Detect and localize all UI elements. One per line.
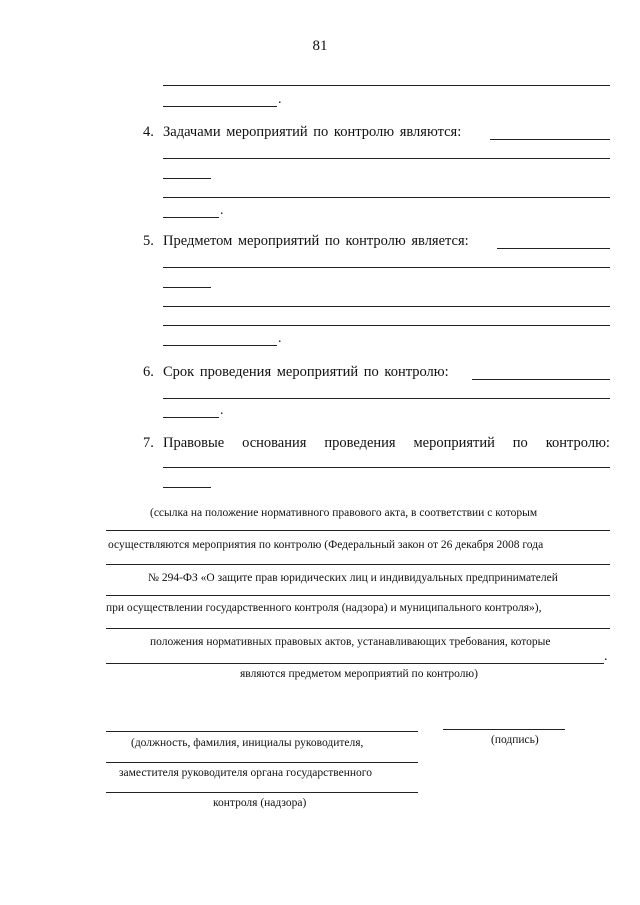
note-line: (ссылка на положение нормативного правового акта, в соответствии с которым (150, 507, 538, 519)
item-7-word: проведения (324, 435, 396, 451)
fill-line (163, 487, 211, 488)
official-fill-line (106, 792, 418, 793)
note-line: осуществляются мероприятия по контролю (Федеральный закон от 26 декабря 2008 года (108, 539, 544, 551)
fill-line (497, 248, 610, 249)
end-period: . (604, 649, 608, 664)
item-5-number: 5. (143, 233, 154, 249)
end-period: . (278, 331, 282, 346)
item-5-text: Предметом мероприятий по контролю является: (163, 233, 469, 249)
fill-line (106, 530, 610, 531)
fill-line (163, 197, 610, 198)
fill-line (490, 139, 610, 140)
note-line: являются предметом мероприятий по контролю) (240, 668, 478, 680)
item-7-word: контролю: (545, 435, 610, 451)
fill-line (163, 398, 610, 399)
item-6-number: 6. (143, 364, 154, 380)
item-7-word: по (512, 435, 528, 451)
fill-line (163, 217, 219, 218)
fill-line (163, 287, 211, 288)
fill-line (163, 158, 610, 159)
signature-fill-line (443, 729, 565, 730)
fill-line (163, 106, 277, 107)
fill-line (163, 306, 610, 307)
fill-line (163, 467, 610, 468)
item-7-text (163, 435, 610, 452)
item-7-word: мероприятий (413, 435, 495, 451)
item-6-text: Срок проведения мероприятий по контролю: (163, 364, 449, 380)
end-period: . (220, 203, 224, 218)
fill-line (106, 564, 610, 565)
note-line: № 294-ФЗ «О защите прав юридических лиц и индивидуальных предпринимателей (148, 572, 558, 584)
signature-caption: (подпись) (491, 734, 539, 746)
page-number: 81 (312, 38, 328, 54)
official-caption-line: заместителя руководителя органа государственного (119, 767, 372, 779)
item-4-text: Задачами мероприятий по контролю являются: (163, 124, 462, 140)
fill-line (106, 663, 604, 664)
official-caption-line: (должность, фамилия, инициалы руководителя, (131, 737, 364, 749)
fill-line (163, 178, 211, 179)
end-period: . (278, 92, 282, 107)
item-4-number: 4. (143, 124, 154, 140)
fill-line (472, 379, 610, 380)
item-7-word: основания (242, 435, 307, 451)
item-7-number: 7. (143, 435, 154, 451)
note-line: положения нормативных правовых актов, устанавливающих требования, которые (150, 636, 551, 648)
official-fill-line (106, 762, 418, 763)
item-7-word: Правовые (163, 435, 225, 451)
official-fill-line (106, 731, 418, 732)
fill-line (163, 85, 610, 86)
fill-line (106, 628, 610, 629)
fill-line (163, 325, 610, 326)
end-period: . (220, 403, 224, 418)
fill-line (106, 595, 610, 596)
fill-line (163, 345, 277, 346)
fill-line (163, 417, 219, 418)
official-caption-line: контроля (надзора) (213, 797, 307, 809)
note-line: при осуществлении государственного контроля (надзора) и муниципального контроля»), (106, 602, 542, 614)
fill-line (163, 267, 610, 268)
